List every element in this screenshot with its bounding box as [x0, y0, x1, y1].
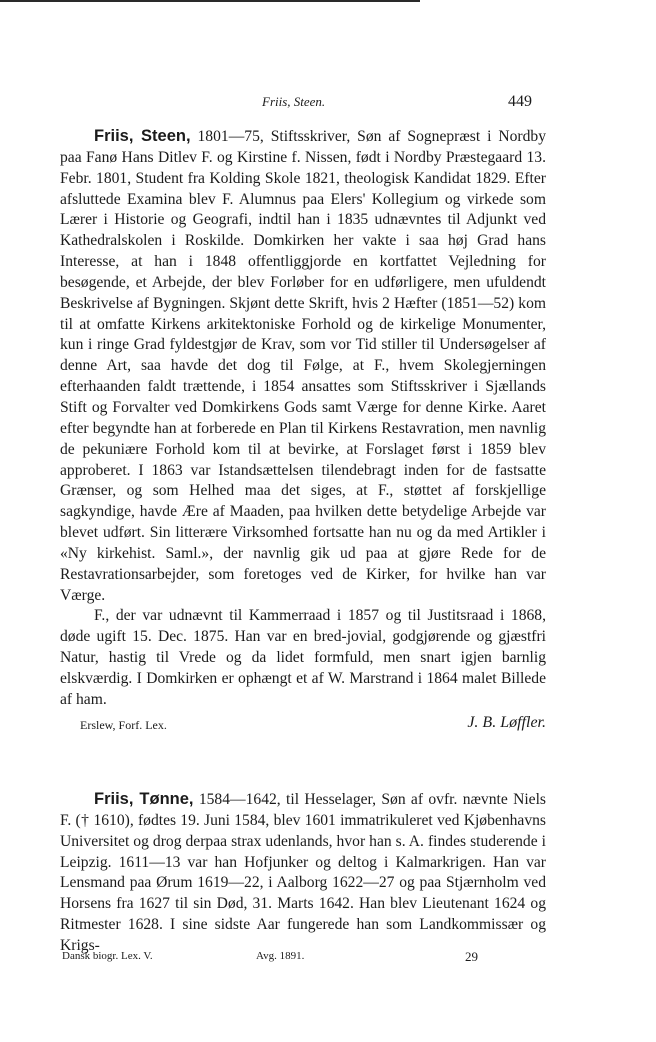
- sources: Erslew, Forf. Lex.: [80, 717, 167, 732]
- footer-signature-number: 29: [465, 949, 478, 964]
- footer-date: Avg. 1891.: [256, 950, 305, 962]
- page-number: 449: [508, 93, 532, 110]
- headword: Friis, Steen,: [94, 127, 191, 145]
- entry-text: 1801—75, Stiftsskriver, Søn af Sognepræst i Nordby paa Fanø Hans Ditlev F. og Kirstine f. Nissen, født i Nordby Præstegaard 13. Febr. 1801, Student fra Kolding Skole 1821, theologisk Kandidat 1829. Efter afsluttede Examina blev F. Alumnus paa Elers' Kollegium og virkede som Lærer i Historie og Geografi, indtil han i 1835 udnævntes til Adjunkt ved Kathedralskolen i Roskilde. Domkirken her vakte i saa høj Grad hans Interesse, at han i 1848 offentliggjorde en kortfattet Vejledning for besøgende, et Arbejde, der blev Forløber for en udførligere, men ufuldendt Beskrivelse af Bygningen. Skjønt dette Skrift, hvis 2 Hæfter (1851—52) kom til at omfatte Kirkens arkitektoniske Forhold og de kirkelige Monumenter, kun i ringe Grad fyldestgjør de Krav, som vor Tid stiller til Undersøgelser af denne Art, saa havde det dog til Følge, at F., hvem Skolegjerningen efterhaanden faldt trættende, i 1854 ansattes som Stiftsskriver i Sjællands Stift og Forvalter ved Domkirkens Gods samt Værge for denne Kirke. Aaret efter begyndte han at forberede en Plan til Kirkens Restavration, men navnlig de pekuniære Forhold kom til at bevirke, at Forslaget først i 1859 blev approberet. I 1863 var Istandsættelsen tilendebragt inden for de fastsatte Grænser, og som Helhed maa det siges, at F., støttet af forskjellige sagkyndige, havde Ære af Maaden, paa hvilken dette betydelige Arbejde var blevet udført. Sin litterære Virksomhed fortsatte han nu og da med Artikler i «Ny kirkehist. Saml.», der navnlig gik ud paa at gjøre Rede for de Restavrationsarbejder, som foretoges ved de Kirker, for hvilke han var Værge.: [60, 128, 547, 604]
- author-signature: J. B. Løffler.: [467, 713, 546, 731]
- running-head: Friis, Steen.: [262, 94, 326, 109]
- entry-friis-steen: [60, 126, 546, 741]
- top-rule: [0, 0, 420, 2]
- entry-text: 1584—1642, til Hesselager, Søn af ovfr. nævnte Niels F. († 1610), fødtes 19. Juni 1584, blev 1601 immatrikuleret ved Kjøbenhavns Universitet og drog derpaa strax udenlands, hvor han s. A. findes studerende i Leipzig. 1611—13 var han Hofjunker og deltog i Kalmarkrigen. Han var Lensmand paa Ørum 1619—22, i Aalborg 1622—27 og paa Stjærnholm ved Horsens fra 1627 til sin Død, 31. Marts 1642. Han blev Lieutenant 1624 og Ritmester 1628. I sine sidste Aar fungerede han som Landkommissær og Krigs-: [60, 791, 546, 954]
- headword: Friis, Tønne,: [94, 790, 194, 808]
- entry-paragraph: F., der var udnævnt til Kammerraad i 1857 og til Justitsraad i 1868, døde ugift 15. Dec. 1875. Han var en bred-jovial, godgjørende og gjæstfri Natur, hastig til Vrede og da lidet formfuld, men snart igjen barnlig elskværdig. I Domkirken er ophængt et af W. Marstrand i 1864 malet Billede af ham.: [60, 607, 546, 708]
- entry-paragraph: [60, 126, 546, 606]
- sources-line: [60, 711, 546, 741]
- entry-friis-tonne: [60, 789, 546, 957]
- entry-paragraph: [60, 789, 546, 957]
- footer-signature-title: Dansk biogr. Lex. V.: [62, 950, 153, 962]
